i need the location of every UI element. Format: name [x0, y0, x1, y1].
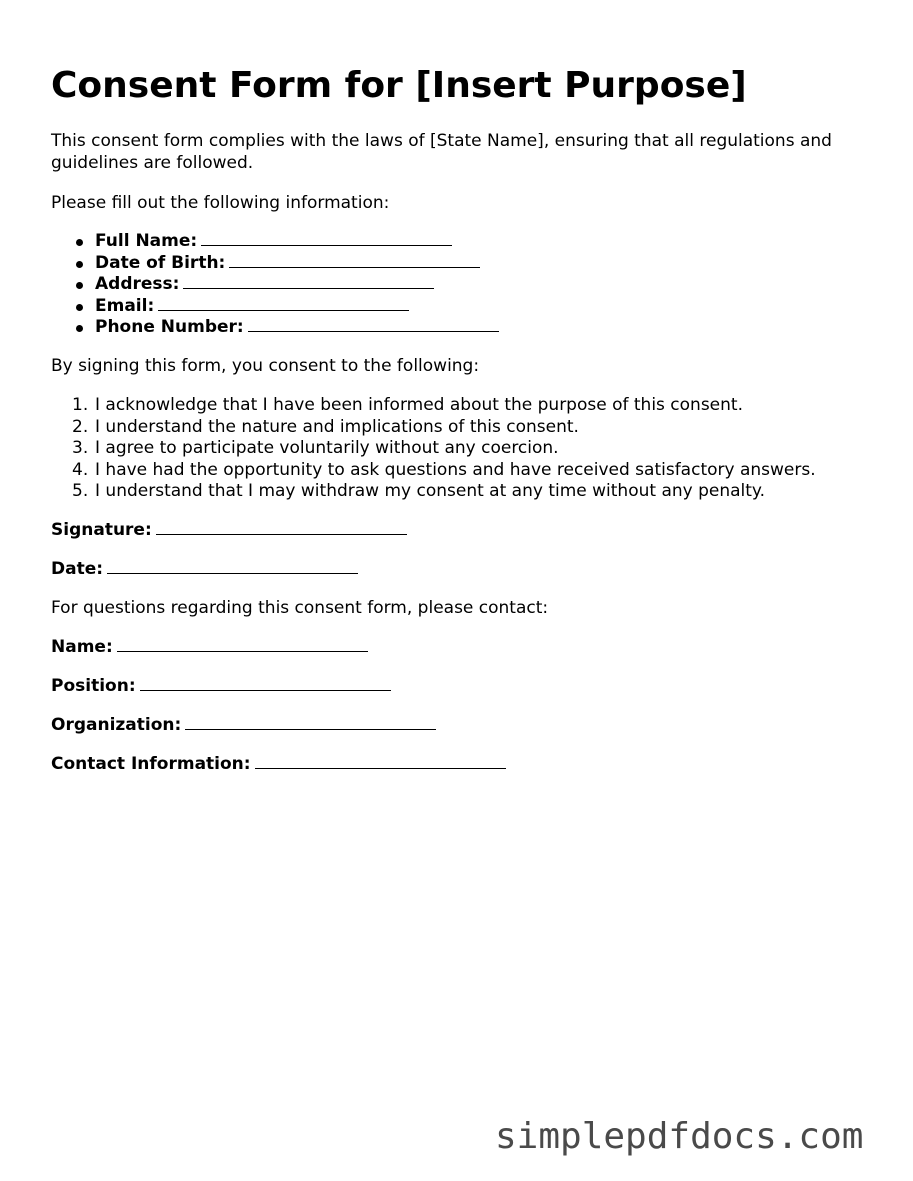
contact-information-field — [51, 754, 506, 776]
item-text: I agree to participate voluntarily without any coercion. — [95, 438, 559, 458]
contact-prompt: For questions regarding this consent form, please contact: — [51, 598, 549, 618]
contact-name-label: Name: — [51, 637, 113, 657]
position-label: Position: — [51, 676, 136, 696]
consent-prompt: By signing this form, you consent to the following: — [51, 356, 480, 376]
date-of-birth-blank[interactable] — [229, 253, 480, 268]
item-text: I understand that I may withdraw my consent at any time without any penalty. — [95, 481, 765, 501]
consent-item-list — [72, 395, 816, 503]
site-watermark: simplepdfdocs.com — [495, 1116, 864, 1157]
list-item — [72, 459, 816, 482]
date-field — [51, 559, 358, 581]
item-number: 4. — [72, 459, 89, 480]
list-item — [95, 274, 499, 296]
date-blank[interactable] — [107, 559, 358, 574]
list-item — [72, 416, 816, 439]
item-number: 3. — [72, 438, 89, 458]
info-field-list — [95, 231, 499, 339]
list-item — [95, 231, 499, 253]
full-name-blank[interactable] — [201, 231, 452, 246]
full-name-label: Full Name: — [95, 231, 198, 251]
contact-name-field — [51, 637, 368, 659]
address-label: Address: — [95, 274, 180, 294]
date-label: Date: — [51, 559, 104, 579]
date-of-birth-label: Date of Birth: — [95, 252, 226, 273]
list-item — [72, 438, 816, 460]
list-item — [72, 481, 816, 503]
form-title: Consent Form for [Insert Purpose] — [51, 65, 747, 106]
signature-label: Signature: — [51, 520, 152, 540]
email-blank[interactable] — [158, 296, 409, 311]
item-number: 2. — [72, 416, 89, 437]
contact-name-blank[interactable] — [117, 637, 368, 652]
organization-field — [51, 715, 436, 737]
phone-number-label: Phone Number: — [95, 317, 244, 337]
list-item — [95, 317, 499, 339]
list-item — [95, 253, 499, 275]
item-number: 5. — [72, 481, 89, 501]
item-text: I acknowledge that I have been informed about the purpose of this consent. — [95, 395, 743, 415]
email-label: Email: — [95, 295, 155, 316]
list-item — [95, 296, 499, 318]
position-blank[interactable] — [140, 676, 391, 691]
organization-blank[interactable] — [185, 715, 436, 730]
contact-information-label: Contact Information: — [51, 754, 251, 774]
item-text: I understand the nature and implications of this consent. — [95, 416, 579, 437]
signature-field — [51, 520, 407, 542]
intro-paragraph: This consent form complies with the laws of [State Name], ensuring that all regulations and guidelines are followed. — [51, 131, 832, 173]
item-number: 1. — [72, 395, 89, 415]
phone-number-blank[interactable] — [248, 317, 499, 332]
fill-prompt: Please fill out the following information: — [51, 193, 390, 213]
signature-blank[interactable] — [156, 520, 407, 535]
item-text: I have had the opportunity to ask questions and have received satisfactory answers. — [95, 459, 816, 480]
organization-label: Organization: — [51, 715, 182, 735]
list-item — [72, 395, 816, 417]
address-blank[interactable] — [183, 274, 434, 289]
position-field — [51, 676, 391, 698]
contact-information-blank[interactable] — [255, 754, 506, 769]
